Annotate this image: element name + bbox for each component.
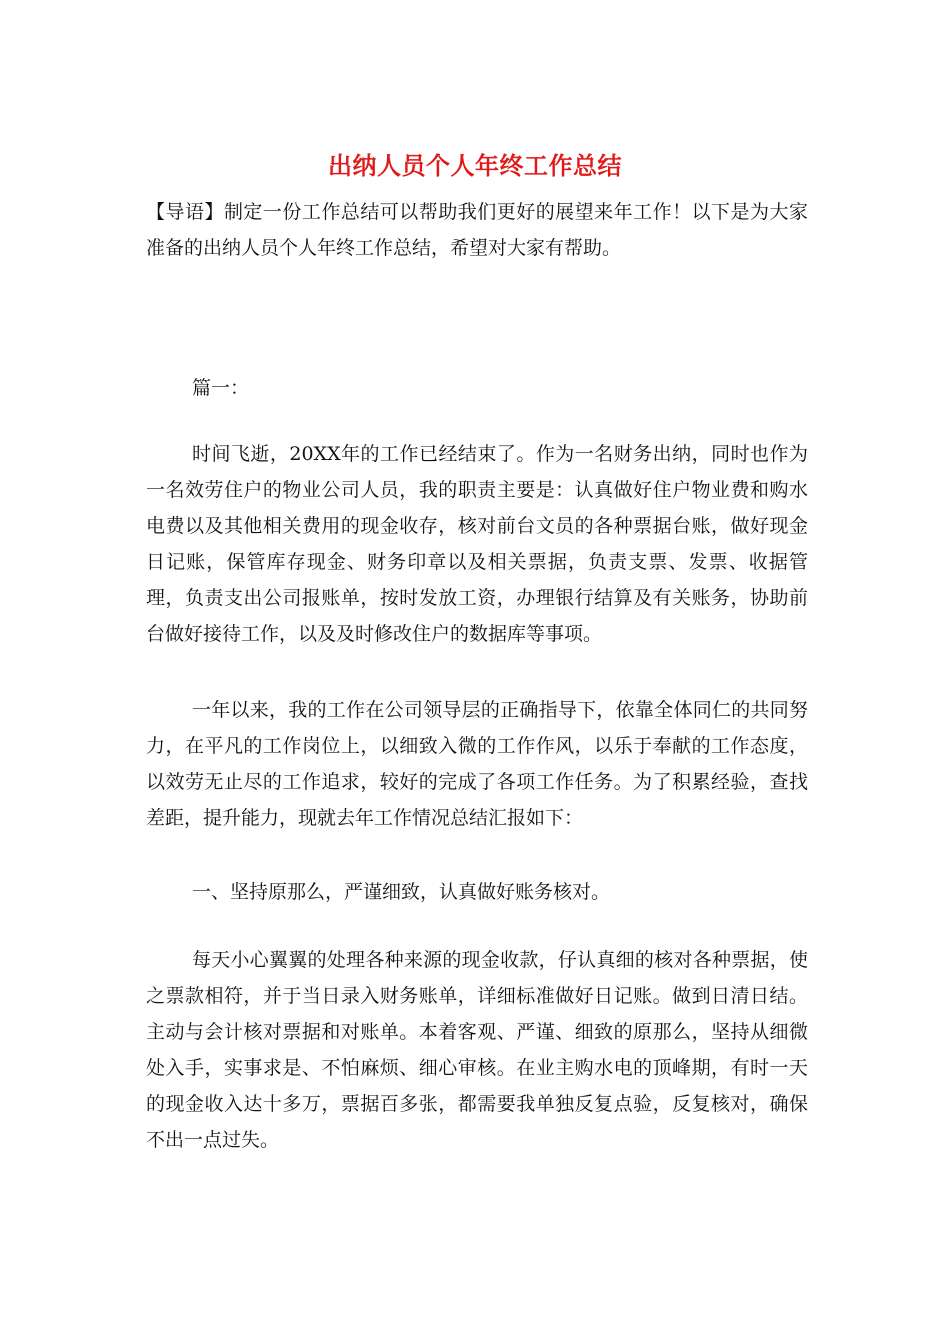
- document-title: 出纳人员个人年终工作总结: [328, 151, 622, 180]
- body-paragraph-3: 每天小心翼翼的处理各种来源的现金收款，仔认真细的核对各种票据，使之票款相符，并于当日录入财务账单，详细标准做好日记账。做到日清日结。主动与会计核对票据和对账单。本着客观、严谨、细致的原那么，坚持从细微处入手，实事求是、不怕麻烦、细心审核。在业主购水电的顶峰期，有时一天的现金收入达十多万，票据百多张，都需要我单独反复点验，反复核对，确保不出一点过失。: [146, 949, 808, 1151]
- body-paragraph-2: 一年以来，我的工作在公司领导层的正确指导下，依靠全体同仁的共同努力，在平凡的工作岗位上，以细致入微的工作作风，以乐于奉献的工作态度，以效劳无止尽的工作追求，较好的完成了各项工作任务。为了积累经验，查找差距，提升能力，现就去年工作情况总结汇报如下：: [146, 699, 808, 829]
- intro-paragraph: 【导语】制定一份工作总结可以帮助我们更好的展望来年工作！以下是为大家准备的出纳人员个人年终工作总结，希望对大家有帮助。: [146, 201, 808, 259]
- body-paragraph-1: 时间飞逝，20XX年的工作已经结束了。作为一名财务出纳，同时也作为一名效劳住户的物业公司人员，我的职责主要是：认真做好住户物业费和购水电费以及其他相关费用的现金收存，核对前台文员的各种票据台账，做好现金日记账，保管库存现金、财务印章以及相关票据，负责支票、发票、收据管理，负责支出公司报账单，按时发放工资，办理银行结算及有关账务，协助前台做好接待工作，以及及时修改住户的数据库等事项。: [146, 443, 808, 645]
- section-label: 篇一：: [192, 377, 250, 399]
- section-heading-1: 一、坚持原那么，严谨细致，认真做好账务核对。: [192, 881, 611, 903]
